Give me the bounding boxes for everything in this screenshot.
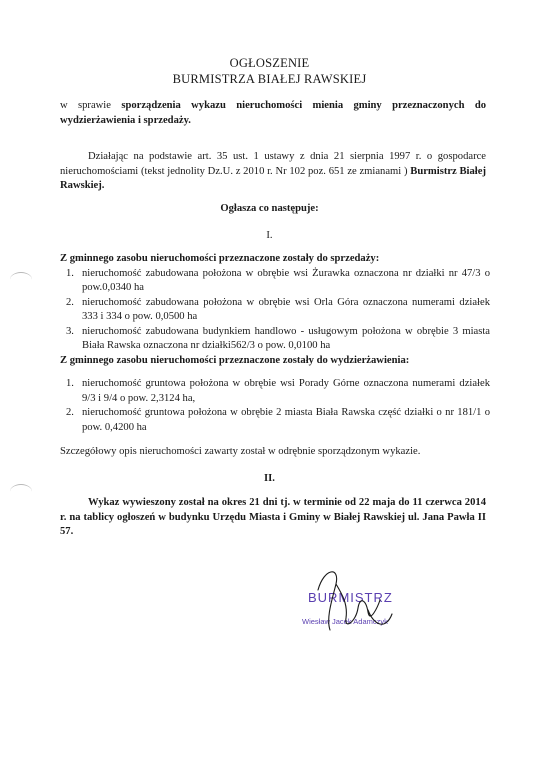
list-item-number: 1. — [66, 378, 74, 389]
list-item — [60, 267, 490, 296]
lease-heading: Z gminnego zasobu nieruchomości przeznaczone zostały do wydzierżawienia: — [60, 354, 410, 366]
sale-heading: Z gminnego zasobu nieruchomości przeznaczone zostały do sprzedaży: — [60, 253, 380, 264]
posting-period-paragraph: Wykaz wywieszony został na okres 21 dni tj. w terminie od 22 maja do 11 czerwca 2014 r. na tablicy ogłoszeń w budynku Urzędu Miasta i Gminy w Białej Rawskiej ul. Jana Pawła II 57. — [60, 497, 486, 537]
list-item-number: 1. — [66, 267, 74, 279]
list-item-text: nieruchomość zabudowana budynkiem handlowo - usługowym położona w obrębie 3 miasta Biała Rawska oznaczona nr działki562/3 o pow. 0,0100 ha — [82, 325, 490, 351]
list-item-number: 2. — [66, 407, 74, 418]
section-1-body — [60, 252, 490, 435]
lease-list — [60, 377, 490, 435]
section-2-numeral: II. — [264, 473, 275, 484]
list-item — [60, 377, 490, 406]
list-item-text: nieruchomość gruntowa położona w obrębie wsi Porady Górne oznaczona numerami działek 9/3 i 9/4 o pow. 2,3124 ha, — [82, 378, 490, 404]
list-item-text: nieruchomość gruntowa położona w obrębie 2 miasta Biała Rawska część działki o nr 181/1 o pow. 0,4200 ha — [82, 407, 490, 433]
punch-hole-mark — [10, 272, 32, 287]
intro-prefix: w sprawie — [60, 100, 111, 111]
stamp-title: BURMISTRZ — [308, 590, 393, 605]
section-1-numeral: I. — [266, 230, 273, 241]
legal-basis-paragraph — [60, 150, 486, 194]
document-subtitle: BURMISTRZA BIAŁEJ RAWSKIEJ — [172, 72, 367, 86]
punch-hole-mark — [10, 484, 32, 499]
sale-list — [60, 267, 490, 354]
legal-basis-text: Działając na podstawie art. 35 ust. 1 ustawy z dnia 21 sierpnia 1997 r. o gospodarce nieruchomościami (tekst jednolity Dz.U. z 2010 r. Nr 102 poz. 651 ze zmianami ) — [60, 151, 486, 177]
list-item-text: nieruchomość zabudowana położona w obrębie wsi Orla Góra oznaczona numerami działek 333 i 334 o pow. 0,0500 ha — [82, 296, 490, 322]
document-title: OGŁOSZENIE — [229, 56, 310, 70]
intro-subject: sporządzenia wykazu nieruchomości mienia gminy przeznaczonych do wydzierżawienia i sprzedaży. — [60, 100, 487, 126]
announce-heading: Ogłasza co następuje: — [220, 203, 319, 214]
details-note: Szczegółowy opis nieruchomości zawarty został w odrębnie sporządzonym wykazie. — [60, 446, 421, 457]
list-item-number: 2. — [66, 296, 74, 308]
mayor-stamp-signature — [296, 560, 406, 650]
stamp-name: Wiesław Jacek Adamczyk — [302, 617, 388, 626]
list-item — [60, 406, 490, 435]
list-item-number: 3. — [66, 325, 74, 337]
legal-basis-authority: Burmistrz Białej Rawskiej. — [60, 165, 486, 191]
intro-paragraph — [60, 99, 486, 128]
list-item — [60, 296, 490, 325]
list-item-text: nieruchomość zabudowana położona w obrębie wsi Żurawka oznaczona nr działki nr 47/3 o pow.0,0340 ha — [82, 267, 490, 293]
list-item — [60, 325, 490, 354]
